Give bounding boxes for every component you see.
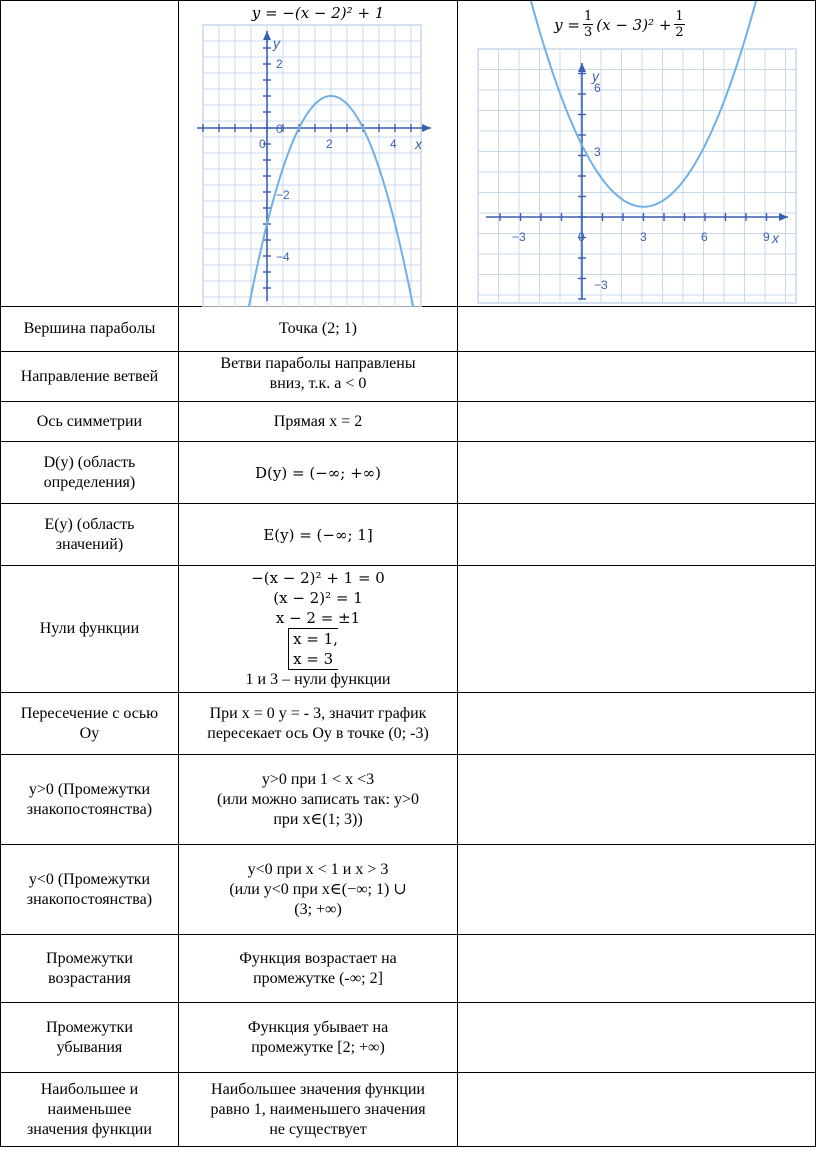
label-line: у<0 (Промежутки <box>28 870 151 888</box>
row-value <box>178 352 457 402</box>
row-empty-cell <box>458 402 816 442</box>
right-parabola-graph <box>458 1 804 307</box>
label-line: Наибольшее и <box>40 1080 139 1098</box>
row-label <box>1 845 179 935</box>
value-line: −(x − 2)² + 1 = 0 <box>251 569 385 587</box>
row-value <box>178 1003 457 1073</box>
left-tick-x-2: 2 <box>325 137 333 151</box>
value-line: у<0 при x < 1 и x > 3 <box>247 860 389 878</box>
label-line: значений) <box>55 535 124 553</box>
right-tick-x-0: 0 <box>578 230 585 244</box>
right-formula-lhs: y = <box>554 15 580 34</box>
value-line: (x − 2)² = 1 <box>273 589 363 607</box>
row-label <box>1 1003 179 1073</box>
row-label: Нули функции <box>1 566 179 693</box>
right-tick-x-3: 3 <box>640 230 647 244</box>
value-line: y>0 при 1 < x <3 <box>261 770 375 788</box>
label-line: убывания <box>56 1038 123 1056</box>
left-x-axis-label: x <box>414 136 422 152</box>
right-frac2-den: 2 <box>675 25 684 40</box>
row-value: D(y) = (−∞; +∞) <box>178 442 457 504</box>
row-value: Точка (2; 1) <box>178 307 457 352</box>
label-line: знакопостоянства) <box>26 890 153 908</box>
row-label: Вершина параболы <box>1 307 179 352</box>
row-value <box>178 755 457 845</box>
row-y-intercept <box>1 693 816 755</box>
row-label <box>1 1073 179 1147</box>
value-line: пересекает ось Оу в точке (0; -3) <box>207 724 429 742</box>
label-line: у>0 (Промежутки <box>28 780 151 798</box>
value-line: (или можно записать так: y>0 <box>217 790 419 808</box>
row-value <box>178 935 457 1003</box>
right-tick-x-6: 6 <box>701 230 708 244</box>
row-branches-direction <box>1 352 816 402</box>
row-label <box>1 693 179 755</box>
row-empty-cell <box>458 442 816 504</box>
left-grid <box>203 25 421 307</box>
row-vertex <box>1 307 816 352</box>
value-line: при x∈(1; 3)) <box>273 810 363 828</box>
row-symmetry-axis <box>1 402 816 442</box>
row-label: Направление ветвей <box>1 352 179 402</box>
right-graph-cell <box>458 1 816 307</box>
row-label: Ось симметрии <box>1 402 179 442</box>
left-y-axis-label: y <box>272 35 280 51</box>
left-graph-formula: y = −(x − 2)² + 1 <box>251 4 385 22</box>
value-line: (или у<0 при x∈(−∞; 1) ∪ <box>229 880 407 898</box>
row-positive <box>1 755 816 845</box>
right-tick-y-neg3: −3 <box>594 278 608 292</box>
value-line: Функция возрастает на <box>239 949 397 967</box>
left-tick-origin: 0 <box>275 122 283 136</box>
row-value: E(y) = (−∞; 1] <box>178 504 457 566</box>
value-line: промежутке (-∞; 2] <box>253 969 383 987</box>
value-line: (3; +∞) <box>294 900 342 918</box>
left-tick-y-neg2: −2 <box>275 188 290 202</box>
left-tick-y-neg4: −4 <box>275 250 290 264</box>
left-tick-y-2: 2 <box>275 57 283 71</box>
graph-row <box>1 1 816 307</box>
label-line: значения функции <box>26 1120 152 1138</box>
value-line: При x = 0 y = - 3, значит график <box>209 704 427 722</box>
right-frac2-num: 1 <box>675 9 684 24</box>
value-line: Функция убывает на <box>247 1018 389 1036</box>
row-empty-cell <box>458 693 816 755</box>
right-tick-x-9: 9 <box>763 230 770 244</box>
empty-corner-cell <box>1 1 179 307</box>
label-line: Пересечение с осью <box>20 704 159 722</box>
y-axis-arrow <box>578 63 586 72</box>
row-empty-cell <box>458 307 816 352</box>
row-value <box>178 845 457 935</box>
right-tick-y-3: 3 <box>594 145 601 159</box>
left-tick-x-0: 0 <box>258 137 266 151</box>
label-line: Промежутки <box>46 1018 133 1036</box>
label-line: определения) <box>43 473 136 491</box>
row-decreasing <box>1 1003 816 1073</box>
label-line: возрастания <box>48 969 131 987</box>
row-label <box>1 935 179 1003</box>
left-tick-x-4: 4 <box>389 137 397 151</box>
x-axis-arrow <box>422 124 431 132</box>
value-line: Ветви параболы направлены <box>220 355 416 372</box>
value-line: x = 3 <box>293 650 334 668</box>
row-empty-cell <box>458 1003 816 1073</box>
right-y-axis-label: y <box>592 68 600 84</box>
label-line: наименьшее <box>47 1100 132 1118</box>
value-line: равно 1, наименьшего значения <box>210 1100 426 1118</box>
row-zeros <box>1 566 816 693</box>
value-line: 1 и 3 – нули функции <box>245 671 391 688</box>
value-line: промежутке [2; +∞) <box>251 1038 385 1056</box>
label-line: Промежутки <box>46 949 133 967</box>
row-empty-cell <box>458 755 816 845</box>
value-line: x = 1, <box>293 630 338 648</box>
row-value <box>178 566 457 693</box>
row-domain <box>1 442 816 504</box>
row-label <box>1 755 179 845</box>
row-empty-cell <box>458 566 816 693</box>
row-extrema <box>1 1073 816 1147</box>
row-empty-cell <box>458 1073 816 1147</box>
row-value <box>178 693 457 755</box>
right-grid <box>478 49 796 303</box>
label-line: Оу <box>79 724 100 742</box>
right-x-axis-label: x <box>772 230 780 246</box>
row-empty-cell <box>458 845 816 935</box>
value-line: Наибольшее значения функции <box>211 1080 425 1098</box>
right-frac1-den: 3 <box>583 25 593 40</box>
right-formula-mid: (x − 3)² + <box>596 15 672 34</box>
row-increasing <box>1 935 816 1003</box>
row-empty-cell <box>458 352 816 402</box>
right-parabola-curve <box>478 1 796 207</box>
right-tick-y-6: 6 <box>594 81 601 95</box>
left-parabola-graph <box>179 1 449 307</box>
row-empty-cell <box>458 935 816 1003</box>
right-tick-x-neg3: −3 <box>512 230 526 244</box>
right-frac1-num: 1 <box>583 9 593 24</box>
label-line: D(y) (область <box>43 453 136 471</box>
left-graph-cell <box>178 1 457 307</box>
row-value <box>178 1073 457 1147</box>
value-line: вниз, т.к. a < 0 <box>269 375 367 392</box>
system-bracket <box>288 628 338 670</box>
row-label <box>1 504 179 566</box>
row-value: Прямая x = 2 <box>178 402 457 442</box>
row-negative <box>1 845 816 935</box>
value-line: не существует <box>269 1120 367 1138</box>
row-range <box>1 504 816 566</box>
row-label <box>1 442 179 504</box>
label-line: E(y) (область <box>44 515 135 533</box>
y-axis-arrow <box>263 31 271 40</box>
x-axis-arrow <box>779 213 788 221</box>
row-empty-cell <box>458 504 816 566</box>
label-line: знакопостоянства) <box>26 800 153 818</box>
value-line: x − 2 = ±1 <box>275 609 361 627</box>
